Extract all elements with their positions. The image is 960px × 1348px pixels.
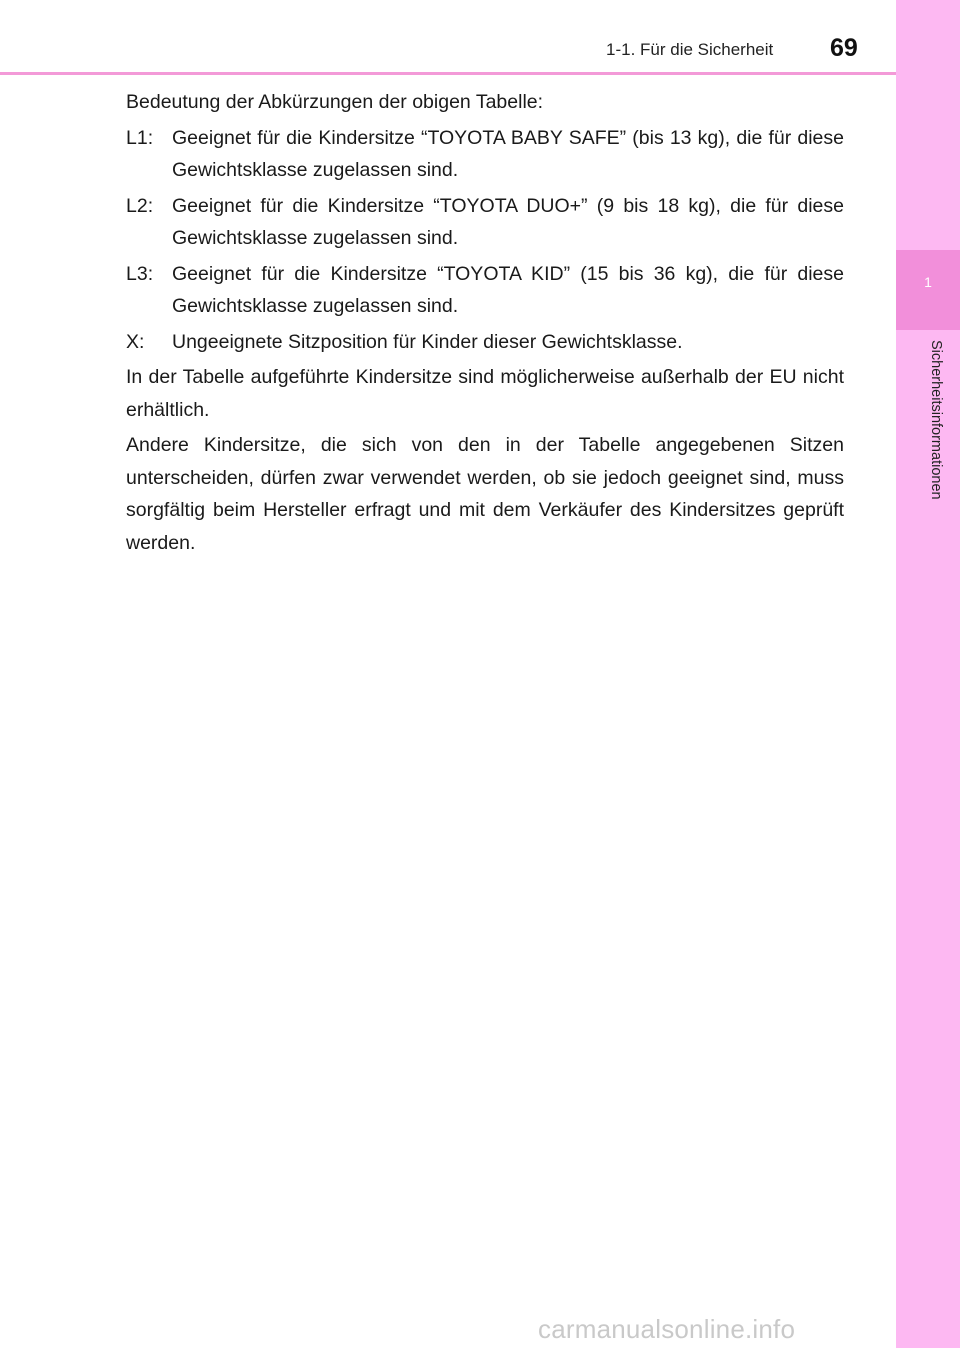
header-section-title: 1-1. Für die Sicherheit	[606, 40, 774, 59]
legend-item-l2	[126, 190, 844, 255]
legend-key: X:	[126, 330, 145, 353]
watermark: carmanualsonline.info	[538, 1314, 796, 1344]
page-number: 69	[830, 34, 858, 62]
chapter-label: Sicherheitsinformationen	[928, 340, 944, 500]
legend-key: L3:	[126, 262, 154, 285]
legend-item-l3	[126, 258, 844, 323]
legend-key: L2:	[126, 194, 154, 217]
header-rule	[0, 72, 896, 75]
chapter-tab[interactable]	[896, 250, 960, 330]
legend-text: Ungeeignete Sitzposition für Kinder dieser Gewichtsklasse.	[172, 330, 683, 353]
legend-text: Geeignet für die Kindersitze “TOYOTA BABY SAFE” (bis 13 kg), die für diese Gewichtsklasse zugelassen sind.	[172, 126, 844, 181]
availability-paragraph: In der Tabelle aufgeführte Kindersitze sind möglicherweise außerhalb der EU nicht erhältlich.	[126, 366, 844, 421]
legend-intro: Bedeutung der Abkürzungen der obigen Tabelle:	[126, 91, 544, 113]
main-content	[126, 86, 844, 562]
legend-item-x	[126, 326, 844, 359]
chapter-number: 1	[924, 274, 932, 290]
legend-text: Geeignet für die Kindersitze “TOYOTA DUO+” (9 bis 18 kg), die für diese Gewichtsklasse zugelassen sind.	[172, 194, 844, 249]
other-seats-paragraph: Andere Kindersitze, die sich von den in der Tabelle angegebenen Sitzen unterscheiden, dürfen zwar verwendet werden, ob sie jedoch geeignet sind, muss sorgfältig beim Hersteller erfragt und mit dem Verkäufer des Kindersitzes geprüft werden.	[126, 434, 844, 554]
legend-item-l1	[126, 122, 844, 187]
legend-key: L1:	[126, 126, 154, 149]
side-band	[896, 0, 960, 1348]
legend-text: Geeignet für die Kindersitze “TOYOTA KID” (15 bis 36 kg), die für diese Gewichtsklasse zugelassen sind.	[172, 262, 844, 317]
